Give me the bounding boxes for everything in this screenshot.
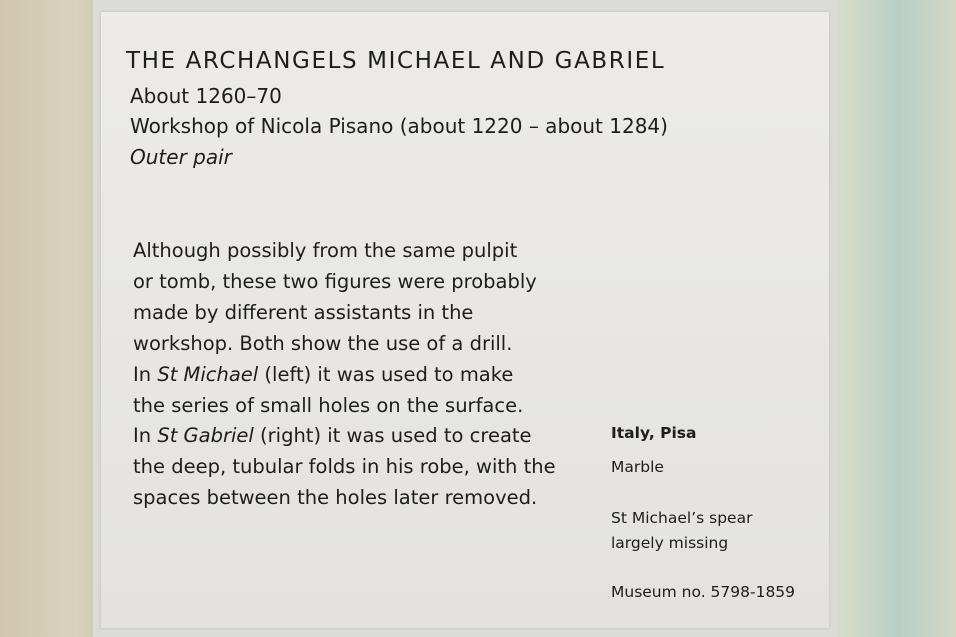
body-line	[133, 483, 556, 514]
body-text: In	[133, 362, 158, 386]
label-body	[133, 236, 556, 514]
label-maker: Workshop of Nicola Pisano (about 1220 – about 1284)	[130, 114, 668, 138]
body-text: the series of small holes on the surface.	[133, 393, 524, 417]
body-text: (left) it was used to make	[258, 362, 514, 386]
body-line	[133, 236, 556, 267]
label-date: About 1260–70	[130, 84, 282, 108]
body-text: made by different assistants in the	[133, 300, 474, 324]
body-line	[133, 267, 556, 298]
body-text: spaces between the holes later removed.	[133, 486, 538, 510]
label-condition-2: largely missing	[611, 534, 729, 552]
body-text: workshop. Both show the use of a drill.	[133, 331, 513, 355]
body-text: In	[133, 424, 158, 448]
body-line	[133, 298, 556, 329]
body-text: St Michael	[157, 362, 259, 386]
body-text: or tomb, these two figures were probably	[133, 269, 537, 293]
label-title: THE ARCHANGELS MICHAEL AND GABRIEL	[126, 48, 666, 74]
body-text: Although possibly from the same pulpit	[133, 239, 518, 262]
label-museum-number: Museum no. 5798-1859	[611, 583, 796, 601]
label-place: Italy, Pisa	[611, 424, 697, 442]
body-line	[133, 360, 556, 391]
body-line	[133, 391, 556, 422]
body-text: (right) it was used to create	[253, 424, 532, 448]
body-text: the deep, tubular folds in his robe, with the	[133, 455, 556, 479]
body-text: St Gabriel	[157, 424, 254, 448]
label-material: Marble	[611, 458, 664, 476]
label-condition-1: St Michael’s spear	[611, 509, 753, 527]
body-line	[133, 452, 556, 483]
label-subtitle: Outer pair	[130, 145, 232, 169]
body-line	[133, 329, 556, 360]
body-line	[133, 421, 556, 452]
